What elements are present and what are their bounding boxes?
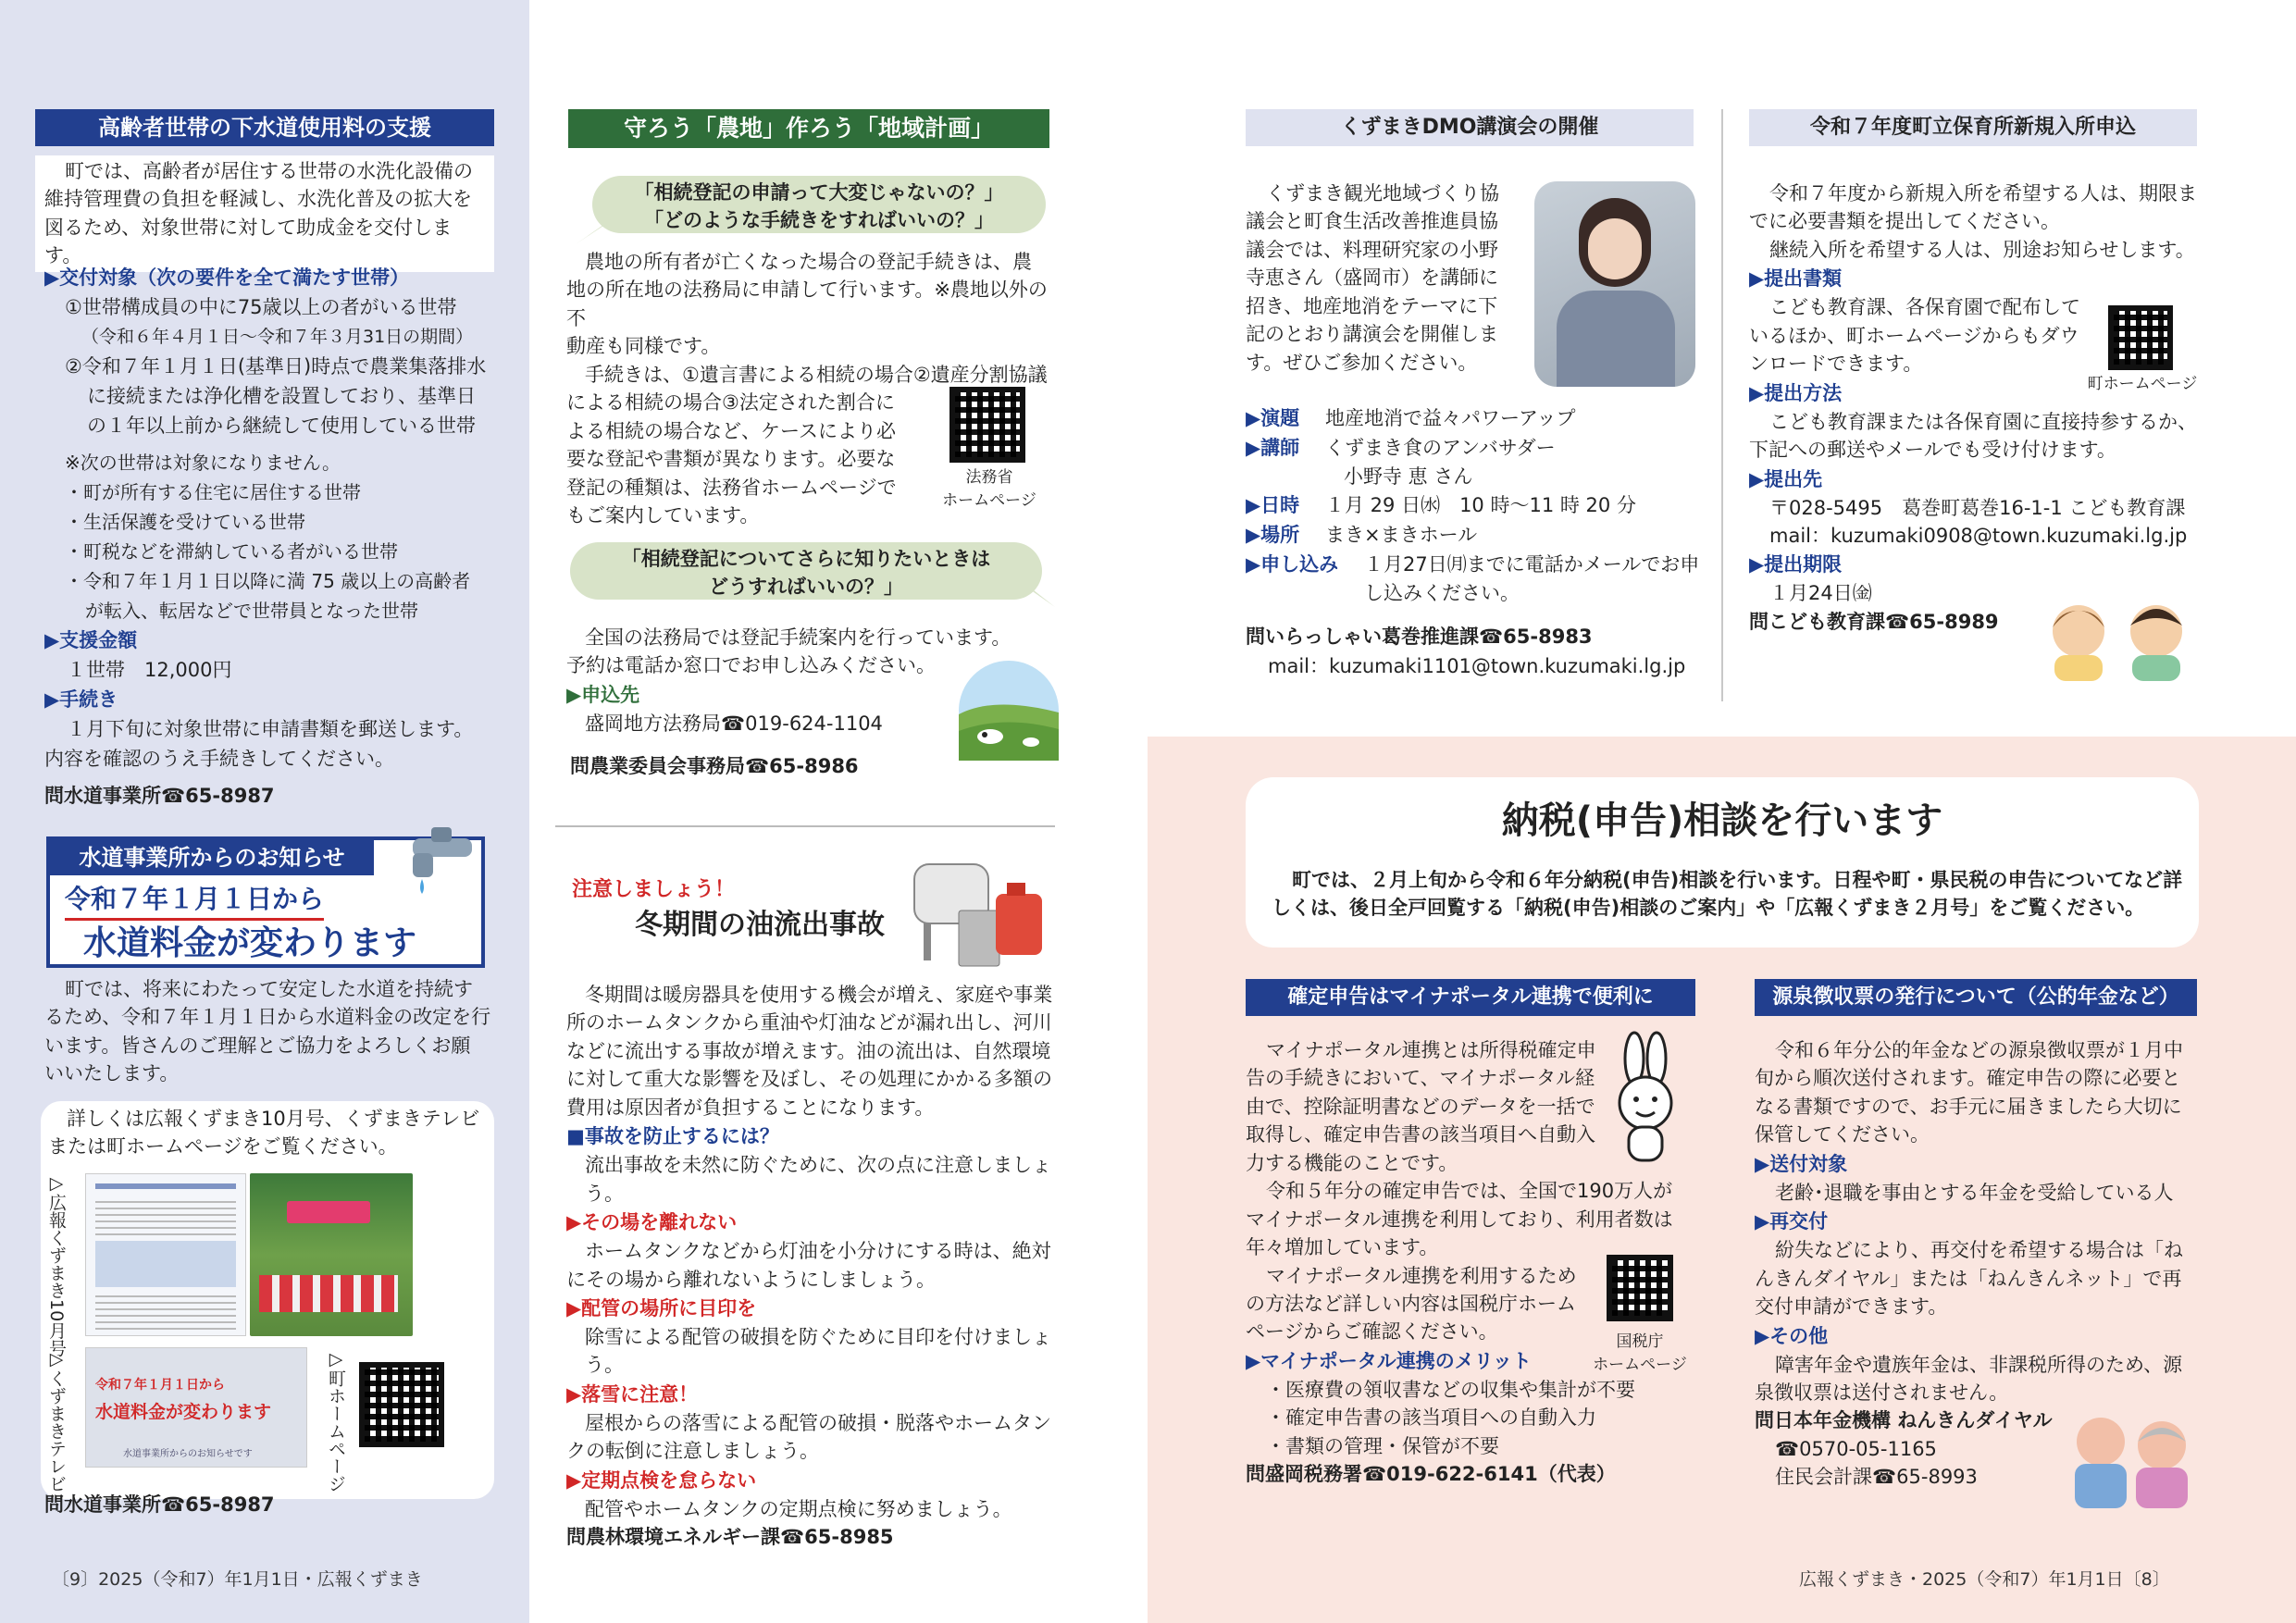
merit-item: ・確定申告書の該当項目への自動入力 [1266, 1406, 1596, 1430]
text-line: ページからご確認ください。 [1246, 1320, 1498, 1344]
target-line: ①世帯構成員の中に75歳以上の者がいる世帯 [65, 296, 457, 318]
bubble-tail-icon [576, 218, 613, 246]
water-notice-date: 令和７年１月１日から [65, 881, 324, 921]
text-line: ンロードできます。 [1749, 353, 1923, 376]
qr-code-icon[interactable] [949, 387, 1025, 463]
merit-item: ・書類の管理・保管が不要 [1266, 1434, 1499, 1457]
oil-body [566, 981, 1066, 1552]
point-heading: ▶落雪に注意！ [566, 1382, 699, 1406]
child-edu-contact: 問こども教育課☎65-8989 [1749, 610, 1999, 633]
text-line: などに流出する事故が増えます。油の流出は、自然環境 [566, 1039, 1051, 1062]
text-line: 「相続登記の申請って大変じゃないの？」 [634, 181, 1004, 204]
water-office-contact-2: 問水道事業所☎65-8987 [44, 1493, 275, 1516]
qr-code-icon[interactable] [1607, 1255, 1673, 1321]
text-line: 令和７年度から新規入所を希望する人は、期限ま [1769, 182, 2197, 204]
deadline-value: １月24日㈮ [1769, 582, 1872, 605]
resident-accounting-contact: 住民会計課☎65-8993 [1775, 1466, 1978, 1489]
tax-body [1272, 866, 2188, 923]
water-notice-label: 水道事業所からのお知らせ [50, 840, 374, 875]
more-info-panel [41, 1101, 494, 1499]
nta-qr-label [1584, 1331, 1695, 1376]
target-line: に接続または浄化槽を設置しており、基準日 [87, 385, 476, 407]
text-line: 泉徴収票は送付されません。 [1755, 1381, 2009, 1404]
qr-code-icon[interactable] [359, 1362, 444, 1447]
text-line: 動産も同様です。 [566, 335, 721, 358]
text-line: こども教育課、各保育園で配布して [1769, 296, 2080, 319]
text-line: るため、令和７年１月１日から水道料金の改定を行 [44, 1006, 491, 1029]
sewer-support-title: 高齢者世帯の下水道使用料の支援 [35, 109, 494, 146]
excl-line: が転入、転居などで世帯員となった世帯 [85, 600, 418, 622]
text-line: 図るため、対象世帯に対して助成金を交付します。 [44, 216, 453, 267]
dmo-body [1246, 180, 1523, 377]
excl-line: ・令和７年１月１日以降に満 75 歳以上の高齢者 [65, 570, 471, 592]
text-line: こども教育課または各保育園に直接持参するか、 [1769, 410, 2197, 433]
text-line: 所のホームタンクから重油や灯油などが漏れ出し、河川 [566, 1011, 1052, 1035]
text-line: 屋根からの落雪による配管の破損・脱落やホームタン [585, 1411, 1051, 1434]
text-line: なる書類ですので、お手元に届きましたら大切に [1755, 1095, 2182, 1118]
row-key: ▶申し込み [1246, 553, 1339, 576]
text-line: 令和５年分の確定申告では、全国で190万人が [1266, 1180, 1673, 1203]
excl-line: ・生活保護を受けている世帯 [65, 511, 305, 533]
target-line: ②令和７年１月１日(基準日)時点で農業集落排水 [65, 355, 487, 378]
qr-code-icon[interactable] [2108, 305, 2173, 370]
text-line: います。皆さんのご理解とご協力をよろしくお願 [44, 1034, 471, 1057]
tax-consult-panel [1246, 777, 2199, 948]
dest-heading: ▶提出先 [1749, 467, 1823, 490]
energy-dept-contact: 問農林環境エネルギー課☎65-8985 [566, 1526, 894, 1549]
tv-label: ▷くずまきテレビ [46, 1349, 67, 1493]
excl-line: ・町が所有する住宅に居住する世帯 [65, 481, 361, 503]
tax-office-contact: 問盛岡税務署☎019-622-6141（代表） [1246, 1463, 1616, 1486]
text-line: いるほか、町ホームページからもダウ [1749, 324, 2079, 347]
text-line: でに必要書類を提出してください。 [1749, 210, 2060, 233]
reissue-heading: ▶再交付 [1755, 1210, 1829, 1233]
point-heading: ▶定期点検を怠らない [566, 1468, 757, 1492]
excl-line: ※次の世帯は対象になりません。 [65, 452, 341, 474]
target-heading: ▶交付対象（次の要件を全て満たす世帯） [44, 266, 410, 289]
method-heading: ▶提出方法 [1749, 381, 1843, 404]
divider [555, 825, 1055, 827]
deadline-heading: ▶提出期限 [1749, 553, 1843, 576]
water-notice-body [44, 975, 507, 1088]
moj-qr-label [929, 466, 1049, 512]
oil-tank-icon [911, 855, 1049, 972]
text-line: 法務省 [965, 468, 1013, 487]
text-line: 力する機能のことです。 [1246, 1151, 1458, 1174]
tv-thumb-sub: 水道事業所からのお知らせです [123, 1449, 253, 1459]
text-line: 老齢･退職を事由とする年金を受給している人 [1775, 1181, 2174, 1204]
text-line: 議会と町食生活改善推進員協 [1246, 210, 1498, 233]
row-value: 小野寺 恵 さん [1344, 465, 1473, 488]
text-line: 登記の種類は、法務省ホームページで [566, 476, 897, 499]
text-line: 地の所在地の法務局に申請して行います。※農地以外の不 [566, 279, 1048, 329]
divider [1721, 109, 1723, 701]
text-line: クの転倒に注意しましょう。 [566, 1440, 819, 1463]
text-line: 紛失などにより、再交付を希望する場合は「ね [1775, 1239, 2183, 1262]
text-line[interactable]: mail：kuzumaki0908@town.kuzumaki.lg.jp [1769, 524, 2188, 547]
procedure-line: 内容を確認のうえ手続きしてください。 [44, 748, 394, 770]
hp-label: ▷町ホームページ [326, 1349, 346, 1493]
text-line: 〒028-5495 葛巻町葛巻16-1-1 こども教育課 [1769, 496, 2186, 519]
text-line: 下記への郵送やメールでも受け付けます。 [1749, 439, 2116, 462]
text-line: 「どのような手続きをすればいいの？」 [644, 209, 994, 232]
text-line: 年々増加しています。 [1246, 1236, 1439, 1259]
mynaportal-title: 確定申告はマイナポータル連携で便利に [1246, 979, 1695, 1016]
dmo-details [1246, 403, 1708, 608]
text-line: ホームページ [1593, 1355, 1687, 1374]
elderly-couple-icon [2062, 1408, 2201, 1510]
text-line: ホームページ [942, 490, 1036, 510]
target-line: （令和６年４月１日～令和７年３月31日の期間） [81, 327, 474, 347]
procedure-heading: ▶手続き [44, 688, 118, 711]
text-line: 由で、控除証明書などのデータを一括で [1246, 1095, 1595, 1118]
row-value: くずまき食のアンバサダー [1325, 437, 1556, 459]
row-key: ▶日時 [1246, 494, 1300, 517]
send-target-heading: ▶送付対象 [1755, 1152, 1848, 1175]
water-office-contact: 問水道事業所☎65-8987 [44, 785, 275, 807]
farm-committee-contact: 問農業委員会事務局☎65-8986 [570, 755, 859, 777]
tax-title: 納税(申告)相談を行います [1501, 799, 1943, 842]
text-line: 配管やホームタンクの定期点検に努めましょう。 [585, 1497, 1012, 1520]
pension-contact: 問日本年金機構 ねんきんダイヤル [1755, 1409, 2053, 1432]
text-line: 令和６年分公的年金などの源泉徴収票が１月中 [1775, 1039, 2183, 1061]
text-line: 全国の法務局では登記手続案内を行っています。 [585, 626, 1011, 649]
target-line: の１年以上前から継続して使用している世帯 [87, 415, 476, 437]
text-line: 告の手続きにおいて、マイナポータル経 [1246, 1067, 1595, 1090]
amount-value: １世帯 12,000円 [67, 659, 232, 681]
oil-title: 冬期間の油流出事故 [635, 909, 885, 941]
row-value: １月 29 日㈬ 10 時～11 時 20 分 [1325, 494, 1636, 517]
row-value: し込みください。 [1364, 582, 1520, 605]
photo-thumbnail [250, 1173, 413, 1336]
water-notice-main: 水道料金が変わります [83, 924, 417, 962]
question-bubble-2 [570, 542, 1042, 600]
doc-heading: ▶提出書類 [1749, 267, 1843, 291]
text-line: 保管してください。 [1755, 1123, 1930, 1146]
text-line: 流出事故を未然に防ぐために、次の点に注意しましょう。 [585, 1154, 1051, 1205]
text-line: による相続の場合③法定された割合に [566, 391, 895, 415]
row-key: ▶講師 [1246, 437, 1300, 459]
other-heading: ▶その他 [1755, 1324, 1829, 1347]
text-line: 除雪による配管の破損を防ぐために目印を付けましょう。 [585, 1325, 1051, 1377]
text-line: 要な登記や書類が異なります。必要な [566, 448, 896, 471]
text-line: の方法など詳しい内容は国税庁ホーム [1246, 1292, 1576, 1315]
merit-item: ・医療費の領収書などの収集や集計が不要 [1266, 1378, 1635, 1401]
text-line: 障害年金や遺族年金は、非課税所得のため、源 [1775, 1353, 2183, 1376]
text-line: マイナポータル連携を利用しており、利用者数は [1246, 1208, 1673, 1231]
merit-heading: ▶マイナポータル連携のメリット [1246, 1349, 1532, 1372]
text-line: にその場から離れないようにしましょう。 [566, 1268, 936, 1291]
amount-heading: ▶支援金額 [44, 629, 138, 651]
text-line: マイナポータル連携を利用するため [1266, 1264, 1577, 1287]
children-icon [2042, 598, 2197, 681]
town-hp-qr-label: 町ホームページ [2087, 375, 2198, 393]
text-line: よる相続の場合など、ケースにより必 [566, 419, 896, 442]
farm-landscape-icon [957, 659, 1061, 762]
text-line: 町では、将来にわたって安定した水道を持続す [65, 978, 473, 1000]
row-value: まき×まきホール [1325, 524, 1478, 547]
text-line: 記のとおり講演会を開催しま [1246, 323, 1498, 346]
text-line: んきんダイヤル」または「ねんきんネット」で再 [1755, 1267, 2182, 1290]
text-line: 「相続登記についてさらに知りたいときは [621, 548, 991, 570]
text-line: 予約は電話か窓口でお申し込みください。 [566, 654, 936, 677]
procedure-line: １月下旬に対象世帯に申請書類を郵送します。 [67, 718, 474, 740]
pension-title: 源泉徴収票の発行について（公的年金など） [1755, 979, 2197, 1016]
pension-phone: ☎0570-05-1165 [1775, 1437, 1937, 1460]
footer-left: 〔9〕2025（令和7）年1月1日・広報くずまき [52, 1569, 423, 1590]
apply-heading: ▶申込先 [566, 683, 640, 706]
bubble-tail-icon [1018, 581, 1055, 609]
text-line: 交付申請ができます。 [1755, 1295, 1948, 1319]
text-line: 取得し、確定申告書の該当項目へ自動入 [1246, 1123, 1595, 1146]
dmo-mail[interactable]: mail：kuzumaki1101@town.kuzumaki.lg.jp [1268, 655, 1686, 677]
text-line: 招き、地産地消をテーマに下 [1246, 294, 1498, 317]
speaker-photo [1534, 181, 1695, 387]
text-line: 詳しくは広報くずまき10月号、くずまきテレビ [67, 1108, 480, 1130]
tv-thumb-main: 水道料金が変わります [95, 1402, 272, 1422]
sewer-details [44, 263, 516, 774]
row-value: 地産地消で益々パワーアップ [1325, 407, 1576, 429]
oil-caution: 注意しましょう！ [572, 878, 736, 901]
farmland-title: 守ろう「農地」作ろう「地域計画」 [568, 109, 1049, 148]
text-line: ホームタンクなどから灯油を小分けにする時は、絶対 [585, 1240, 1051, 1263]
question-bubble-1 [592, 176, 1046, 233]
text-line: 議会では、料理研究家の小野 [1246, 238, 1498, 261]
text-line: 手続きは、①遺言書による相続の場合②遺産分割協議 [585, 363, 1048, 386]
text-line: 継続入所を希望する人は、別途お知らせします。 [1769, 238, 2195, 261]
apply-value: 盛岡地方法務局☎019-624-1104 [585, 712, 883, 735]
text-line: 農地の所有者が亡くなった場合の登記手続きは、農 [585, 251, 1032, 273]
text-line: 維持管理費の負担を軽減し、水洗化普及の拡大を [44, 188, 472, 211]
point-heading: ▶配管の場所に目印を [566, 1296, 757, 1319]
text-line: しくは、後日全戸回覧する「納税(申告)相談のご案内」や「広報くずまき２月号」をご覧ください。 [1272, 897, 2145, 920]
row-key: ▶場所 [1246, 524, 1300, 547]
faucet-icon [405, 822, 489, 899]
text-line: 町では、高齢者が居住する世帯の水洗化設備の [65, 160, 473, 182]
point-heading: ▶その場を離れない [566, 1211, 738, 1234]
nursery-title: 令和７年度町立保育所新規入所申込 [1749, 109, 2197, 146]
text-line: いいたします。 [44, 1062, 180, 1085]
sewer-intro [35, 155, 494, 272]
row-value: １月27日㈪までに電話かメールでお申 [1364, 553, 1700, 576]
text-line: マイナポータル連携とは所得税確定申 [1266, 1039, 1596, 1061]
magazine-label: ▷広報くずまき10月号 [46, 1173, 67, 1357]
text-line: くずまき観光地域づくり協 [1266, 182, 1499, 204]
text-line: 町では、２月上旬から令和６年分納税(申告)相談を行います。日程や町・県民税の申告についてなど詳 [1292, 869, 2183, 891]
rabbit-mascot-icon [1601, 1031, 1690, 1170]
text-line: 冬期間は暖房器具を使用する機会が増え、家庭や事業 [585, 984, 1053, 1006]
prevent-heading: ■事故を防止するには？ [566, 1125, 779, 1148]
text-line: 旬から順次送付されます。確定申告の際に必要と [1755, 1067, 2181, 1090]
text-line: もご案内しています。 [566, 503, 760, 527]
row-key: ▶演題 [1246, 407, 1300, 429]
tv-thumb-date: 令和７年１月１日から [95, 1378, 225, 1393]
text-line: 国税庁 [1616, 1332, 1664, 1351]
nursery-body [1749, 180, 2212, 636]
excl-line: ・町税などを滞納している者がいる世帯 [65, 540, 398, 563]
dmo-contact: 問いらっしゃい葛巻推進課☎65-8983 [1246, 626, 1593, 648]
dmo-title: くずまきDMO講演会の開催 [1246, 109, 1694, 146]
magazine-thumbnail[interactable] [85, 1173, 246, 1336]
text-line: に対して重大な影響を及ぼし、その処理にかかる多額の [566, 1068, 1052, 1091]
text-line: どうすればいいの？」 [709, 576, 903, 599]
footer-right: 広報くずまき・2025（令和7）年1月1日〔8〕 [1799, 1569, 2170, 1590]
tv-thumbnail[interactable] [85, 1347, 307, 1468]
more-info-text [48, 1105, 492, 1161]
text-line: す。ぜひご参加ください。 [1246, 351, 1478, 374]
text-line: または町ホームページをご覧ください。 [48, 1135, 398, 1158]
text-line: 費用は原因者が負担することになります。 [566, 1096, 935, 1119]
text-line: 寺恵さん（盛岡市）を講師に [1246, 266, 1498, 290]
